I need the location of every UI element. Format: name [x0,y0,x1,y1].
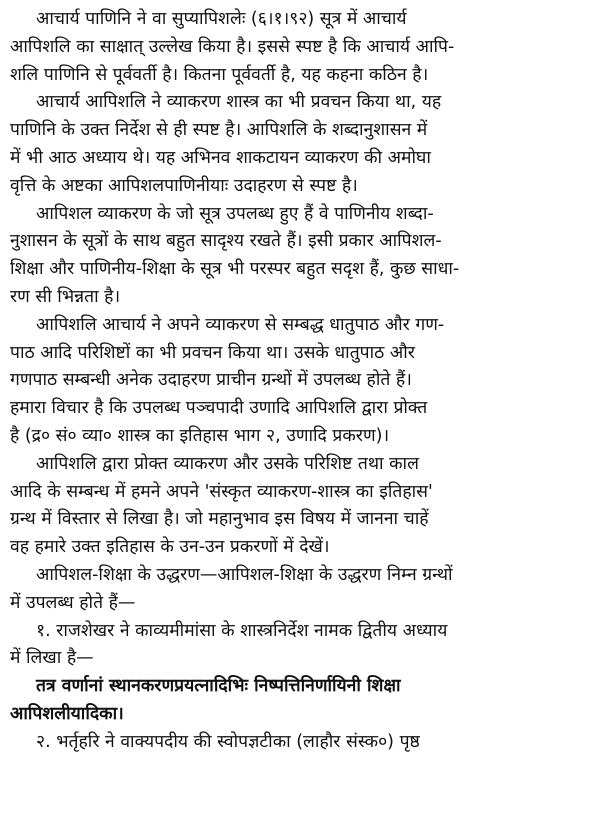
list-item-bhartrihari [10,729,592,757]
text-line: नुशासन के सूत्रों के साथ बहुत सादृश्य रखते हैं। इसी प्रकार आपिशल- [10,231,442,252]
text-line: आपिशलीयादिका। [10,703,124,724]
text-line: वह हमारे उक्त इतिहास के उन-उन प्रकरणों में देखें। [10,537,330,558]
text-line: आचार्य पाणिनि ने वा सुप्यापिशलेः (६।१।९२) सूत्र में आचार्य [36,9,407,29]
paragraph-apishali-intro [10,6,592,89]
section-heading-quotations [10,562,592,618]
paragraph-sutra-similarity [10,201,592,312]
text-line: आपिशल व्याकरण के जो सूत्र उपलब्ध हुए हैं वे पाणिनीय शब्दा- [36,203,434,224]
text-line: शिक्षा और पाणिनीय-शिक्षा के सूत्र भी परस्पर बहुत सदृश हैं, कुछ साधा- [10,259,460,280]
text-line: पाठ आदि परिशिष्टों का भी प्रवचन किया था। उसके धातुपाठ और [10,342,415,363]
paragraph-dhatupatha [10,312,592,451]
text-line: २. भर्तृहरि ने वाक्यपदीय की स्वोपज्ञटीका (लाहौर संस्क०) पृष्ठ [36,731,420,752]
block-quote-sanskrit [10,673,592,729]
text-line: ग्रन्थ में विस्तार से लिखा है। जो महानुभाव इस विषय में जानना चाहें [10,509,429,530]
text-line: रण सी भिन्नता है। [10,286,121,307]
text-line: है (द्र० सं० व्या० शास्त्र का इतिहास भाग २, उणादि प्रकरण)। [10,425,390,446]
text-line: आपिशलि का साक्षात् उल्लेख किया है। इससे स्पष्ट है कि आचार्य आपि- [10,36,455,57]
text-line: आपिशलि आचार्य ने अपने व्याकरण से सम्बद्ध धातुपाठ और गण- [36,314,445,335]
text-line: शलि पाणिनि से पूर्ववर्ती है। कितना पूर्ववर्ती है, यह कहना कठिन है। [10,64,429,85]
text-line: १. राजशेखर ने काव्यमीमांसा के शास्त्रनिर्देश नामक द्वितीय अध्याय [36,620,448,641]
text-line: में लिखा है— [10,648,94,669]
text-line: आचार्य आपिशलि ने व्याकरण शास्त्र का भी प्रवचन किया था, यह [36,92,442,113]
text-line: पाणिनि के उक्त निर्देश से ही स्पष्ट है। आपिशलि के शब्दानुशासन में [10,120,428,141]
text-line: वृत्ति के अष्टका आपिशलपाणिनीयाः उदाहरण से स्पष्ट है। [10,175,358,196]
text-line: आपिशलि द्वारा प्रोक्त व्याकरण और उसके परिशिष्ट तथा काल [36,453,419,474]
text-line: में उपलब्ध होते हैं— [10,592,136,613]
list-item-rajashekhara [10,618,592,674]
text-line: में भी आठ अध्याय थे। यह अभिनव शाकटायन व्याकरण की अमोघा [10,147,431,168]
text-line: गणपाठ सम्बन्धी अनेक उदाहरण प्राचीन ग्रन्थों में उपलब्ध होते हैं। [10,370,412,391]
text-line: आदि के सम्बन्ध में हमने अपने 'संस्कृत व्याकरण-शास्त्र का इतिहास' [10,481,433,502]
text-line: आपिशल-शिक्षा के उद्धरण—आपिशल-शिक्षा के उद्धरण निम्न ग्रन्थों [36,564,453,585]
text-line: हमारा विचार है कि उपलब्ध पञ्चपादी उणादि आपिशलि द्वारा प्रोक्त [10,398,428,419]
paragraph-grammar-pravachan [10,89,592,200]
paragraph-history-reference [10,451,592,562]
text-line: तत्र वर्णानां स्थानकरणप्रयत्नादिभिः निष्पत्तिनिर्णायिनी शिक्षा [36,676,401,697]
